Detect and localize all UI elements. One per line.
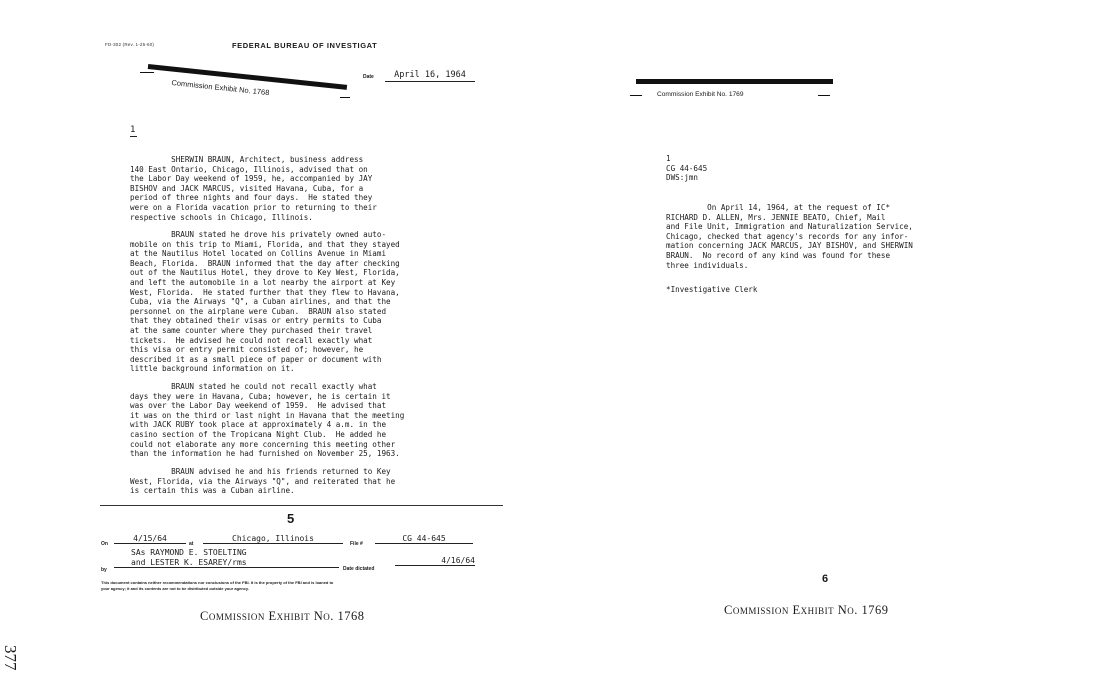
date-label: Date — [363, 74, 374, 80]
disclaimer-line-2: your agency; it and its contents are not to be distributed outside your agency. — [101, 586, 249, 591]
file-label: File # — [350, 541, 363, 547]
footer-divider — [100, 505, 503, 506]
paragraph-3: BRAUN stated he could not recall exactly what days they were in Havana, Cuba; however, he is certain it was over the Labor Day weekend of 1959. He advised that it was on the third or last night in Havana that the meeting with JACK RUBY took place at approximately 4 a.m. in the casino section of the Tropicana Night Club. He added he could not elaborate any more concerning this meeting other than the information he had furnished on November 25, 1963. — [130, 382, 405, 459]
stamp-tick-right-right — [818, 95, 830, 96]
exhibit-stamp-1768: Commission Exhibit No. 1768 — [171, 78, 270, 98]
paragraph-4: BRAUN advised he and his friends returned to Key West, Florida, via the Airways "Q", and reiterated that he is certain this was a Cuban airline. — [130, 467, 396, 496]
caption-1768: Commission Exhibit No. 1768 — [200, 609, 365, 623]
dictated-label: Date dictated — [343, 566, 375, 572]
caption-1769: Commission Exhibit No. 1769 — [724, 603, 889, 617]
stamp-tick-right — [340, 97, 350, 98]
investigative-clerk-footnote: *Investigative Clerk — [666, 285, 758, 294]
page-number-6: 6 — [822, 573, 829, 585]
page-number-5: 5 — [287, 511, 295, 526]
stamp-tick-left — [140, 72, 154, 73]
paragraph-1: SHERWIN BRAUN, Architect, business address 140 East Ontario, Chicago, Illinois, advised that on the Labor Day weekend of 1959, he, accompanied by JAY BISHOV and JACK MARCUS, visited Havana, Cuba, for a period of three nights and four days. He stated they were on a Florida vacation prior to returning to their respective schools in Chicago, Illinois. — [130, 155, 377, 222]
paragraph-2: BRAUN stated he drove his privately owned auto- mobile on this trip to Miami, Florida, and that they stayed at the Nautilus Hotel located on Collins Avenue in Miami Beach, Florida. BRAUN informed that the day after checking out of the Nautilus Hotel, they drove to Key West, Florida, and left the automobile in a lot nearby the airport at Key West, Florida. He stated further that they flew to Havana, Cuba, via the Airways "Q", a Cuban airlines, and that the personnel on the airplane were Cuban. BRAUN also stated that they obtained their visas or entry permits to Cuba at the same counter where they purchased their travel tickets. He advised he could not recall exactly what this visa or entry permit consisted of; however, he described it as a small piece of paper or document with little background information on it. — [130, 230, 400, 374]
page-marker: 1 — [130, 125, 136, 135]
right-header-lines: 1 CG 44-645 DWS:jmn — [666, 154, 708, 183]
at-label: at — [189, 541, 194, 547]
margin-page-number: 377 — [1, 645, 20, 671]
at-value: Chicago, Illinois — [203, 534, 343, 544]
disclaimer-line-1: This document contains neither recommendations nor conclusions of the FBI. It is the property of the FBI and is loaned to — [101, 580, 334, 585]
file-value: CG 44-645 — [375, 534, 473, 544]
right-paragraph: On April 14, 1964, at the request of IC* RICHARD D. ALLEN, Mrs. JENNIE BEATO, Chief, Mail and File Unit, Immigration and Naturalization Service, Chicago, checked that agency's records for any infor- mation concerning JACK MARCUS, JAY BISHOV, and SHERWIN BRAUN. No record of any kind was found for these three individuals. — [666, 203, 913, 270]
form-number: FD-302 (Rev. 1-25-60) — [105, 42, 155, 47]
dictated-value: 4/16/64 — [395, 556, 475, 566]
page-marker-underline — [130, 136, 137, 137]
on-value: 4/15/64 — [114, 534, 186, 544]
agency-header: FEDERAL BUREAU OF INVESTIGAT — [232, 41, 378, 50]
agents-line-2: and LESTER K. ESAREY/rms — [114, 558, 339, 568]
stamp-tick-left-right — [630, 95, 642, 96]
on-label: On — [101, 541, 108, 547]
agents-line-1: SAs RAYMOND E. STOELTING — [131, 548, 247, 557]
date-value: April 16, 1964 — [385, 70, 475, 82]
stamp-bar-right — [636, 79, 833, 84]
by-label: by — [101, 567, 107, 573]
exhibit-stamp-1769: Commission Exhibit No. 1769 — [657, 91, 744, 98]
